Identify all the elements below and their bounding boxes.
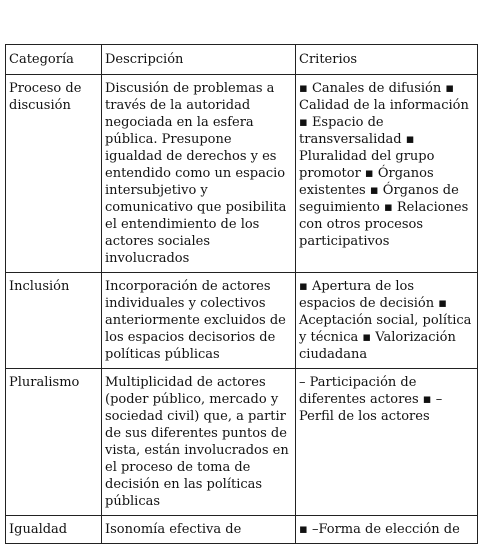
cell-categoria: Pluralismo	[6, 369, 102, 516]
table-row	[6, 369, 478, 516]
criteria-table	[5, 44, 478, 544]
header-criterios: Criterios	[296, 45, 478, 75]
criteria-table-container	[5, 44, 477, 544]
table-row	[6, 273, 478, 369]
table-row	[6, 516, 478, 544]
cell-descripcion: Discusión de problemas a través de la autoridad negociada en la esfera pública. Presupone igualdad de derechos y es entendido como un espacio intersubjetivo y comunicativo que posibilita el entendimiento de los actores sociales involucrados	[102, 75, 296, 273]
cell-criterios: ▪ Apertura de los espacios de decisión ▪ Aceptación social, política y técnica ▪ Valorización ciudadana	[296, 273, 478, 369]
cell-categoria: Igualdad	[6, 516, 102, 544]
header-descripcion: Descripción	[102, 45, 296, 75]
cell-categoria: Proceso de discusión	[6, 75, 102, 273]
header-categoria: Categoría	[6, 45, 102, 75]
cell-criterios: ▪ –Forma de elección de	[296, 516, 478, 544]
cell-descripcion: Multiplicidad de actores (poder público, mercado y sociedad civil) que, a partir de sus diferentes puntos de vista, están involucrados en el proceso de toma de decisión en las políticas públicas	[102, 369, 296, 516]
table-row	[6, 75, 478, 273]
cell-descripcion: Isonomía efectiva de	[102, 516, 296, 544]
cell-criterios: – Participación de diferentes actores ▪ – Perfil de los actores	[296, 369, 478, 516]
cell-categoria: Inclusión	[6, 273, 102, 369]
table-header-row	[6, 45, 478, 75]
cell-criterios: ▪ Canales de difusión ▪ Calidad de la información ▪ Espacio de transversalidad ▪ Pluralidad del grupo promotor ▪ Órganos existentes ▪ Órganos de seguimiento ▪ Relaciones con otros procesos participativos	[296, 75, 478, 273]
cell-descripcion: Incorporación de actores individuales y colectivos anteriormente excluidos de los espacios decisorios de políticas públicas	[102, 273, 296, 369]
